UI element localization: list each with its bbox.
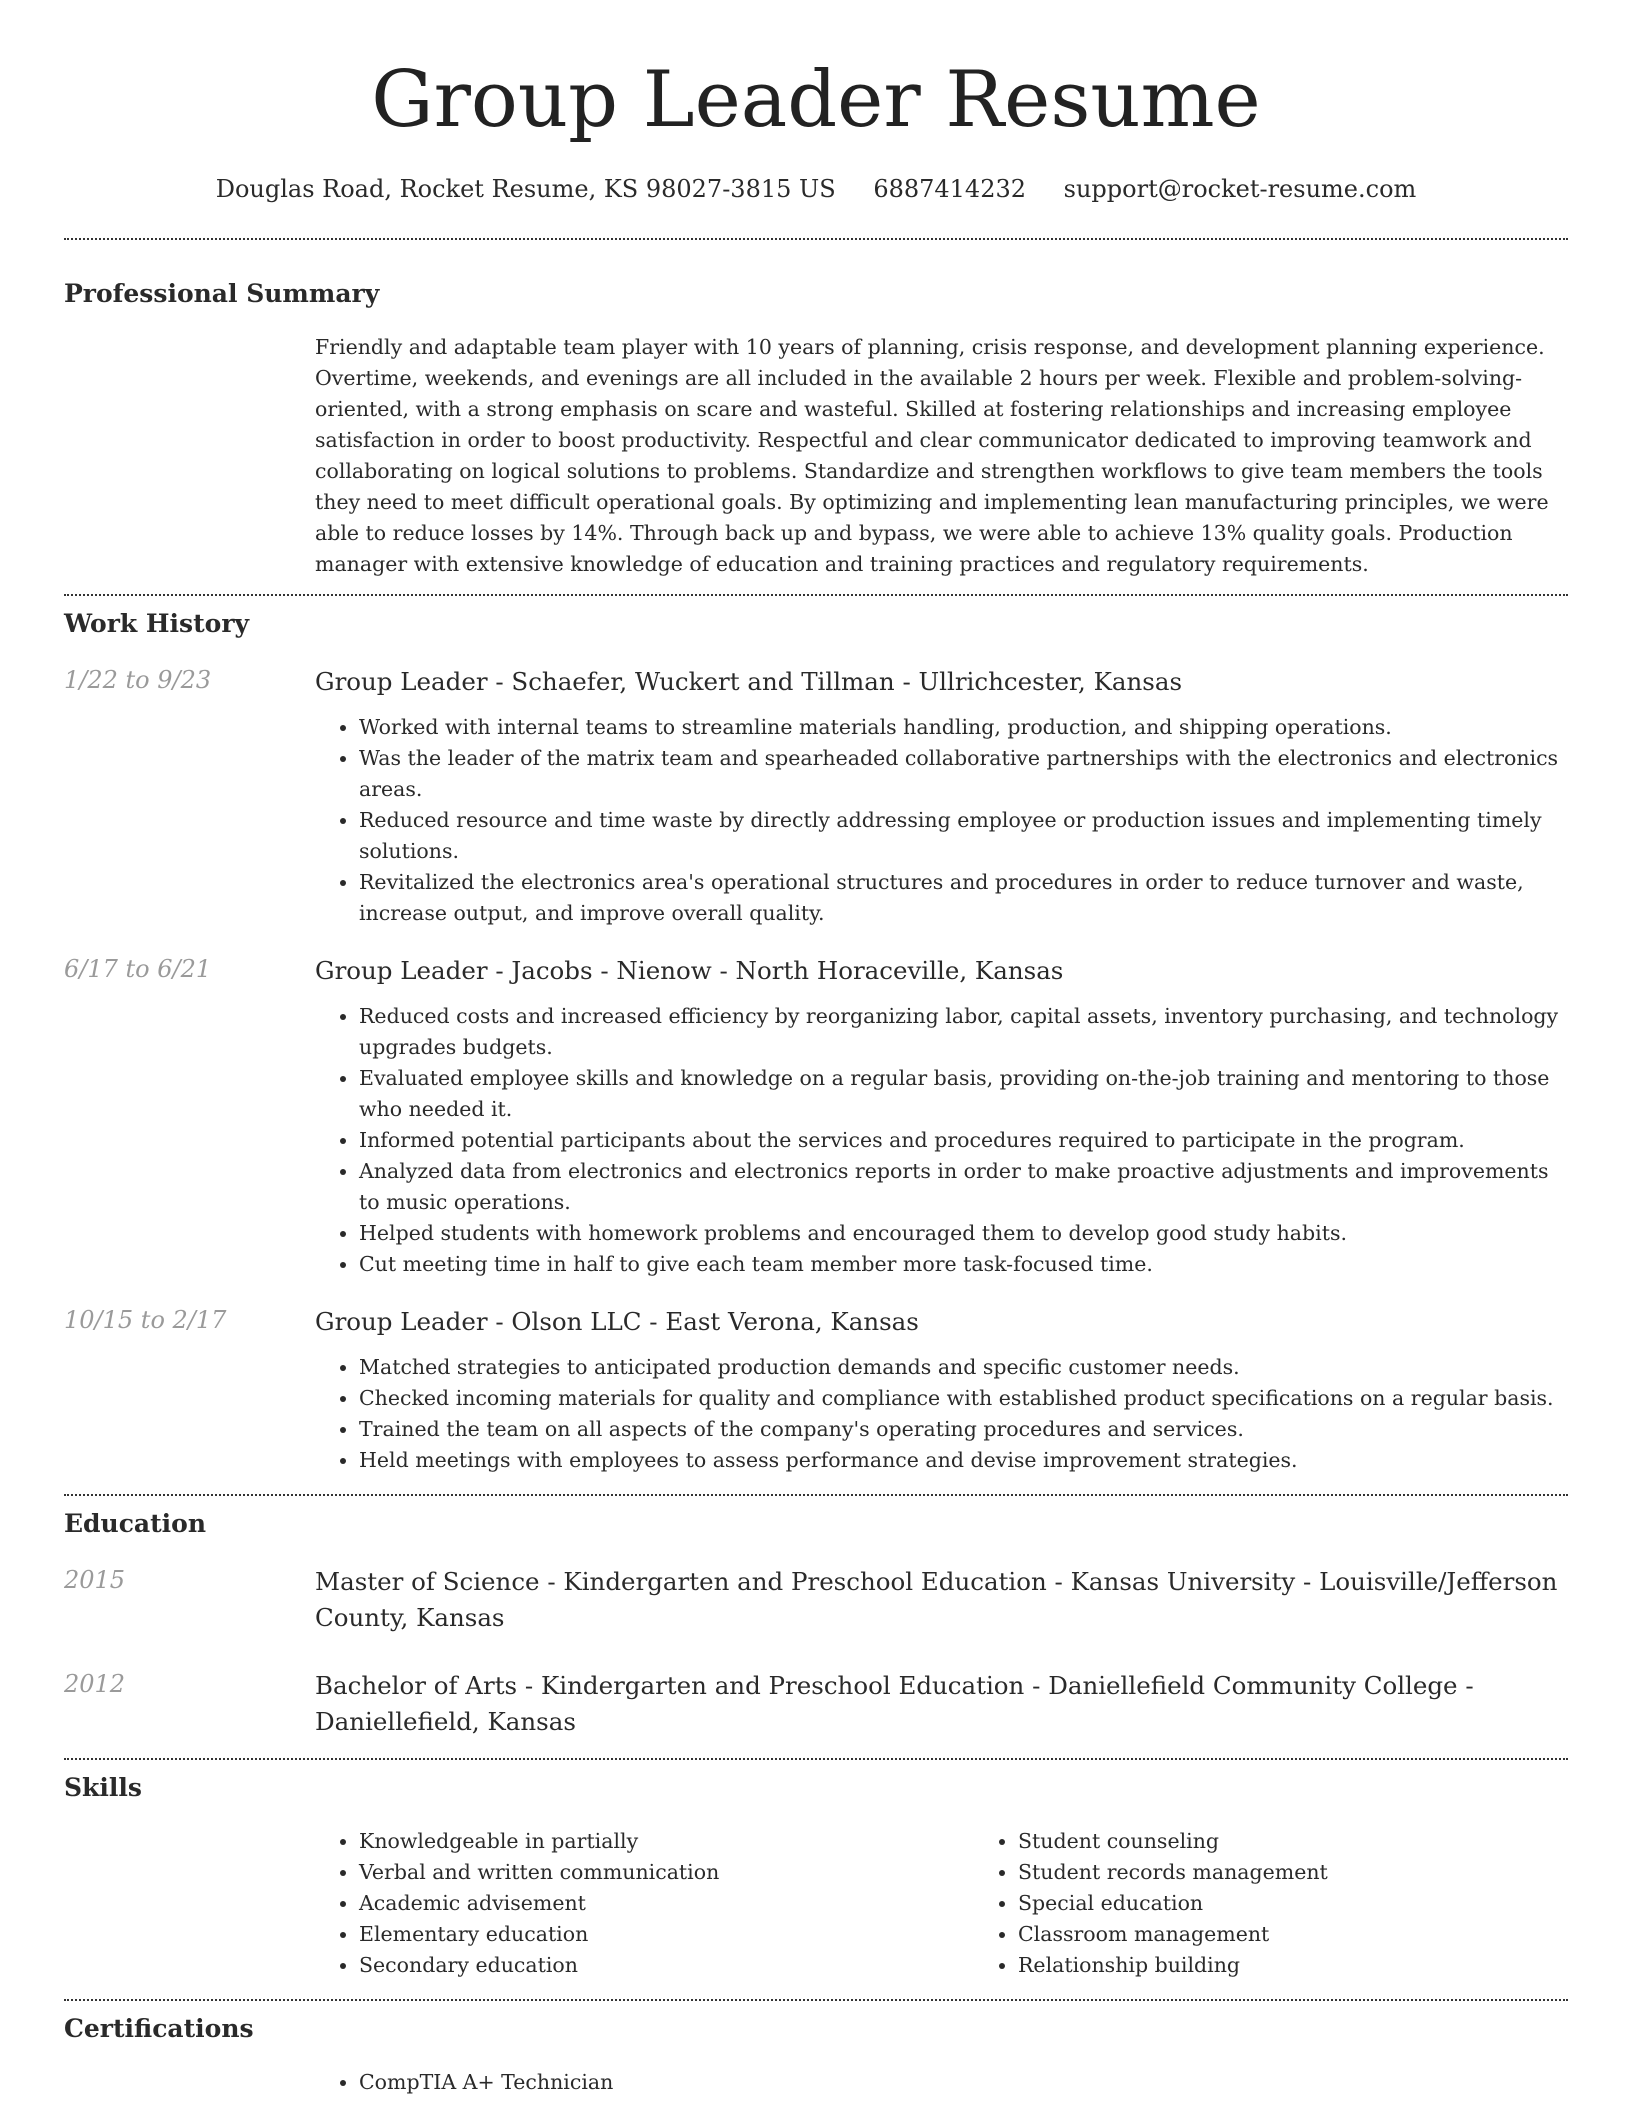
skills-section (64, 1772, 1568, 1981)
list-item: • Held meetings with employees to assess performance and devise improvement strategies. (359, 1445, 1568, 1476)
list-item: • Student records management (1018, 1857, 1632, 1888)
list-item: • Analyzed data from electronics and electronics reports in order to make proactive adjustments and improvements to music operations. (359, 1156, 1568, 1218)
section-divider (64, 1758, 1568, 1760)
list-item: • Trained the team on all aspects of the company's operating procedures and services. (359, 1414, 1568, 1445)
education-year: 2015 (64, 1566, 126, 1594)
skills-heading: Skills (64, 1773, 142, 1802)
skills-list-right (974, 1826, 1632, 1981)
work-history-heading: Work History (64, 609, 250, 638)
certifications-section (64, 2013, 1568, 2098)
education-year: 2012 (64, 1670, 126, 1698)
job-title: Group Leader - Olson LLC - East Verona, Kansas (315, 1307, 919, 1336)
list-item: • Informed potential participants about the services and procedures required to participate in the program. (359, 1125, 1568, 1156)
education-section (64, 1508, 1568, 1740)
job-dates: 10/15 to 2/17 (64, 1306, 227, 1334)
job-title: Group Leader - Schaefer, Wuckert and Tillman - Ullrichcester, Kansas (315, 667, 1183, 696)
job-dates: 6/17 to 6/21 (64, 955, 212, 983)
work-history-section (64, 608, 1568, 1476)
job-dates: 1/22 to 9/23 (64, 666, 212, 694)
list-item: • Elementary education (359, 1919, 974, 1950)
section-divider (64, 1999, 1568, 2001)
job-entry (64, 664, 1568, 929)
education-entry (64, 1668, 1568, 1740)
list-item: • Reduced costs and increased efficiency by reorganizing labor, capital assets, inventory purchasing, and technology upgrades budgets. (359, 1001, 1568, 1063)
summary-heading: Professional Summary (64, 279, 380, 308)
resume-title: Group Leader Resume (371, 55, 1261, 145)
list-item: • Relationship building (1018, 1950, 1632, 1981)
job-title: Group Leader - Jacobs - Nienow - North Horaceville, Kansas (315, 956, 1064, 985)
certifications-heading: Certifications (64, 2014, 254, 2043)
list-item: • Verbal and written communication (359, 1857, 974, 1888)
education-entry (64, 1564, 1568, 1636)
summary-section (64, 278, 1568, 580)
job-bullets (315, 1001, 1568, 1280)
list-item: • Student counseling (1018, 1826, 1632, 1857)
resume-page (64, 0, 1568, 2098)
section-divider (64, 238, 1568, 240)
list-item: • Secondary education (359, 1950, 974, 1981)
list-item: • Revitalized the electronics area's operational structures and procedures in order to reduce turnover and waste, increase output, and improve overall quality. (359, 867, 1568, 929)
job-entry (64, 953, 1568, 1280)
job-entry (64, 1304, 1568, 1476)
list-item: • Evaluated employee skills and knowledge on a regular basis, providing on-the-job training and mentoring to those who needed it. (359, 1063, 1568, 1125)
list-item: • Academic advisement (359, 1888, 974, 1919)
contact-address: Douglas Road, Rocket Resume, KS 98027-3815 US (215, 175, 836, 203)
skills-columns (315, 1826, 1568, 1981)
contact-email[interactable]: support@rocket-resume.com (1063, 175, 1417, 203)
list-item: • Special education (1018, 1888, 1632, 1919)
section-divider (64, 594, 1568, 596)
list-item: • Helped students with homework problems and encouraged them to develop good study habits. (359, 1218, 1568, 1249)
skills-list-left (315, 1826, 974, 1981)
education-title: Master of Science - Kindergarten and Preschool Education - Kansas University - Louisville/Jefferson County, Kansas (315, 1567, 1558, 1632)
list-item: • Classroom management (1018, 1919, 1632, 1950)
list-item: • Was the leader of the matrix team and spearheaded collaborative partnerships with the electronics and electronics areas. (359, 743, 1568, 805)
list-item: • CompTIA A+ Technician (359, 2067, 1568, 2098)
section-divider (64, 1494, 1568, 1496)
contact-phone: 6887414232 (873, 175, 1027, 203)
list-item: • Worked with internal teams to streamline materials handling, production, and shipping operations. (359, 712, 1568, 743)
list-item: • Checked incoming materials for quality and compliance with established product specifications on a regular basis. (359, 1383, 1568, 1414)
certifications-list (315, 2067, 1568, 2098)
list-item: • Reduced resource and time waste by directly addressing employee or production issues and implementing timely solutions. (359, 805, 1568, 867)
list-item: • Knowledgeable in partially (359, 1826, 974, 1857)
list-item: • Matched strategies to anticipated production demands and specific customer needs. (359, 1352, 1568, 1383)
job-bullets (315, 1352, 1568, 1476)
summary-text: Friendly and adaptable team player with 10 years of planning, crisis response, and development planning experience. Overtime, weekends, and evenings are all included in the available 2 hours per week. Flexible and problem-solving-oriented, with a strong emphasis on scare and wasteful. Skilled at fostering relationships and increasing employee satisfaction in order to boost productivity. Respectful and clear communicator dedicated to improving teamwork and collaborating on logical solutions to problems. Standardize and strengthen workflows to give team members the tools they need to meet difficult operational goals. By optimizing and implementing lean manufacturing principles, we were able to reduce losses by 14%. Through back up and bypass, we were able to achieve 13% quality goals. Production manager with extensive knowledge of education and training practices and regulatory requirements. (315, 335, 1549, 576)
list-item: • Cut meeting time in half to give each team member more task-focused time. (359, 1249, 1568, 1280)
job-bullets (315, 712, 1568, 929)
education-heading: Education (64, 1509, 207, 1538)
education-title: Bachelor of Arts - Kindergarten and Preschool Education - Daniellefield Community College - Daniellefield, Kansas (315, 1671, 1474, 1736)
contact-line (64, 174, 1568, 204)
